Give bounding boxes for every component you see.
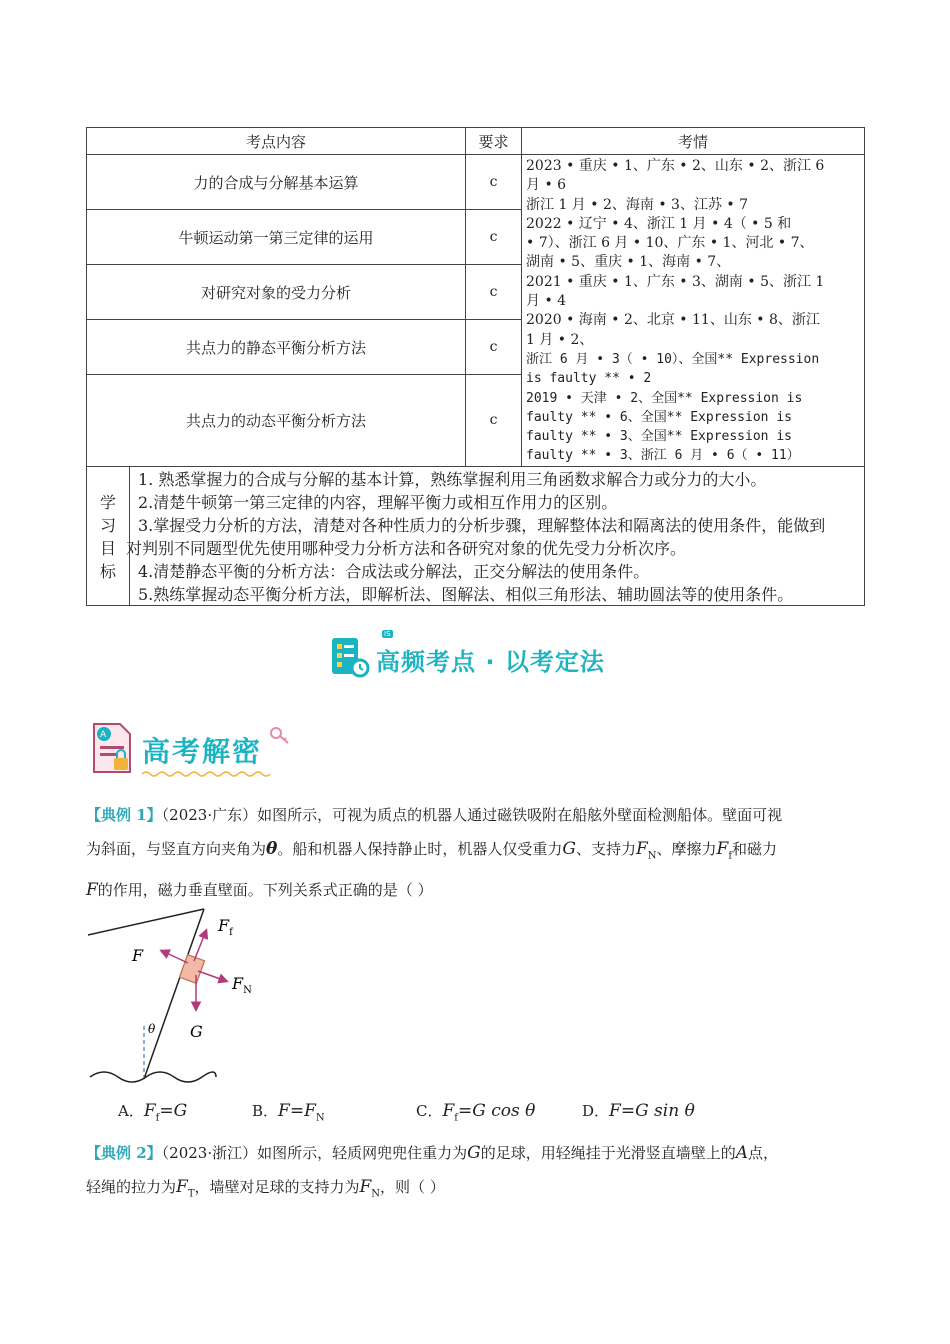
requirement-cell: c bbox=[466, 375, 522, 467]
wave-underline-icon bbox=[142, 770, 272, 778]
example1-line2d: 、摩擦力 bbox=[656, 840, 717, 858]
hull-wall-line bbox=[144, 909, 204, 1079]
magnetic-force-label: F bbox=[132, 946, 144, 965]
learning-goals-row bbox=[87, 466, 865, 605]
goal-line: 5.熟练掌握动态平衡分析方法，即解析法、图解法、相似三角形法、辅助圆法等的使用条件。 bbox=[138, 584, 794, 604]
exam-info-cell bbox=[522, 155, 865, 467]
example1-line2a: 为斜面，与竖直方向夹角为 bbox=[86, 840, 267, 858]
friction-symbol: $F_f$ bbox=[716, 839, 733, 862]
normal-force-symbol: $F_N$ bbox=[359, 1177, 381, 1200]
friction-arrow bbox=[194, 931, 206, 961]
requirement-cell: c bbox=[466, 155, 522, 210]
top-edge-line bbox=[88, 909, 204, 935]
example2-line1b: 的足球，用轻绳挂于光滑竖直墙壁上的 bbox=[480, 1144, 736, 1162]
exam-line: is faulty ** • 2 bbox=[526, 371, 652, 387]
gravity-label: G bbox=[190, 1022, 203, 1041]
magnetic-force-arrow bbox=[162, 951, 188, 963]
example1-line2c: 、支持力 bbox=[575, 840, 636, 858]
goal-label-char: 目 bbox=[99, 538, 116, 558]
normal-force-symbol: $F_N$ bbox=[635, 839, 657, 862]
example1-text bbox=[86, 798, 866, 907]
topic-cell: 对研究对象的受力分析 bbox=[87, 265, 466, 320]
exam-line: 湖南 • 5、重庆 • 1、海南 • 7、 bbox=[526, 254, 731, 271]
topic-cell: 力的合成与分解基本运算 bbox=[87, 155, 466, 210]
requirement-cell: c bbox=[466, 210, 522, 265]
incline-robot-figure bbox=[86, 905, 252, 1090]
example1-line2b: 。船和机器人保持静止时，机器人仅受重力 bbox=[277, 840, 563, 858]
exam-line: 浙江 1 月 • 2、海南 • 3、江苏 • 7 bbox=[526, 196, 749, 213]
gravity-symbol: G bbox=[562, 839, 576, 859]
document-lock-icon bbox=[90, 720, 136, 780]
exam-line: 月 • 6 bbox=[526, 177, 567, 194]
example2-line1a: （2023·浙江）如图所示，轻质网兜兜住重力为 bbox=[161, 1144, 468, 1162]
theta-symbol: θ bbox=[266, 839, 278, 859]
exam-line: faulty ** • 3、浙江 6 月 • 6（ • 11） bbox=[526, 448, 800, 464]
requirement-cell: c bbox=[466, 265, 522, 320]
exam-points-table bbox=[86, 127, 865, 606]
section-heading bbox=[90, 722, 290, 778]
goal-text bbox=[126, 467, 864, 605]
section-title: 高考解密 bbox=[142, 735, 263, 768]
example2-line1c: 点， bbox=[748, 1144, 779, 1162]
example1-line3: 的作用，磁力垂直壁面。下列关系式正确的是（ ） bbox=[97, 881, 433, 900]
goal-line: 3.掌握受力分析的方法，清楚对各种性质力的分析步骤，理解整体法和隔离法的使用条件，能做到 bbox=[138, 515, 826, 535]
topic-cell: 牛顿运动第一第三定律的运用 bbox=[87, 210, 466, 265]
example2-tag: 【典例 2】 bbox=[86, 1144, 162, 1162]
checklist-icon bbox=[330, 634, 370, 684]
robot-block bbox=[179, 955, 204, 984]
exam-line: 2023 • 重庆 • 1、广东 • 2、山东 • 2、浙江 6 bbox=[526, 158, 825, 174]
exam-line: 2021 • 重庆 • 1、广东 • 3、湖南 • 5、浙江 1 bbox=[526, 273, 825, 290]
table-header-row bbox=[87, 128, 865, 155]
exam-line: faulty ** • 6、全国** Expression is bbox=[526, 409, 792, 425]
exam-line: 2019 • 天津 • 2、全国** Expression is bbox=[526, 390, 803, 406]
friction-label: $F_f$ bbox=[218, 916, 233, 938]
water-surface bbox=[90, 1072, 216, 1082]
key-icon bbox=[268, 725, 290, 749]
normal-force-arrow bbox=[198, 971, 226, 981]
tension-symbol: $F_T$ bbox=[176, 1177, 195, 1200]
option-a[interactable]: A．$F_f=G$ bbox=[118, 1101, 188, 1124]
topic-cell: 共点力的动态平衡分析方法 bbox=[87, 375, 466, 467]
section-icon-badge: A bbox=[100, 730, 107, 740]
goal-label-char: 习 bbox=[99, 515, 116, 535]
goal-label bbox=[87, 467, 130, 605]
goal-label-char: 标 bbox=[99, 561, 116, 581]
header-exam: 考情 bbox=[522, 128, 865, 155]
header-requirement: 要求 bbox=[466, 128, 522, 155]
goal-line: 对判别不同题型优先使用哪种受力分析方法和各研究对象的优先受力分析次序。 bbox=[126, 538, 687, 558]
option-c[interactable]: C．$F_f=G$ cos θ bbox=[416, 1101, 536, 1124]
exam-line: 月 • 4 bbox=[526, 293, 567, 310]
example2-line2c: ，则（ ） bbox=[380, 1178, 445, 1196]
example1-tag: 【典例 1】 bbox=[86, 806, 162, 824]
exam-line: • 7）、浙江 6 月 • 10、广东 • 1、河北 • 7、 bbox=[526, 235, 814, 252]
example2-text bbox=[86, 1136, 866, 1211]
normal-force-label: $F_N$ bbox=[232, 974, 252, 996]
banner-badge: IS bbox=[384, 629, 391, 638]
requirement-cell: c bbox=[466, 320, 522, 375]
exam-line: 浙江 6 月 • 3（ • 10）、全国** Expression bbox=[526, 351, 820, 367]
point-a-symbol: A bbox=[735, 1143, 749, 1163]
theta-label: θ bbox=[148, 1022, 156, 1036]
section-banner bbox=[330, 629, 605, 683]
goal-label-char: 学 bbox=[99, 492, 116, 512]
example1-line2e: 和磁力 bbox=[732, 840, 778, 858]
topic-cell: 共点力的静态平衡分析方法 bbox=[87, 320, 466, 375]
goal-line: 2.清楚牛顿第一第三定律的内容，理解平衡力或相互作用力的区别。 bbox=[138, 492, 618, 512]
header-topic: 考点内容 bbox=[87, 128, 466, 155]
exam-line: 2022 • 辽宁 • 4、浙江 1 月 • 4（ • 5 和 bbox=[526, 215, 792, 232]
magnetic-force-symbol: F bbox=[86, 880, 98, 901]
option-d[interactable]: D．F=G sin θ bbox=[582, 1101, 695, 1121]
exam-line: 1 月 • 2、 bbox=[526, 331, 594, 348]
table-row bbox=[87, 155, 865, 210]
option-b[interactable]: B．$F=F_N$ bbox=[252, 1101, 325, 1124]
exam-line: 2020 • 海南 • 2、北京 • 11、山东 • 8、浙江 bbox=[526, 312, 820, 329]
example2-line2b: ，墙壁对足球的支持力为 bbox=[194, 1178, 360, 1196]
goal-line: 4.清楚静态平衡的分析方法：合成法或分解法，正交分解法的使用条件。 bbox=[138, 561, 650, 581]
banner-title: 高频考点 · 以考定法 bbox=[376, 647, 605, 676]
example1-line1: （2023·广东）如图所示，可视为质点的机器人通过磁铁吸附在船舷外壁面检测船体。壁面可视 bbox=[161, 806, 783, 824]
example2-line2a: 轻绳的拉力为 bbox=[86, 1178, 177, 1196]
goal-line: 1. 熟悉掌握力的合成与分解的基本计算，熟练掌握利用三角函数求解合力或分力的大小。 bbox=[138, 469, 767, 489]
exam-line: faulty ** • 3、全国** Expression is bbox=[526, 429, 792, 445]
gravity-symbol: G bbox=[467, 1143, 481, 1163]
